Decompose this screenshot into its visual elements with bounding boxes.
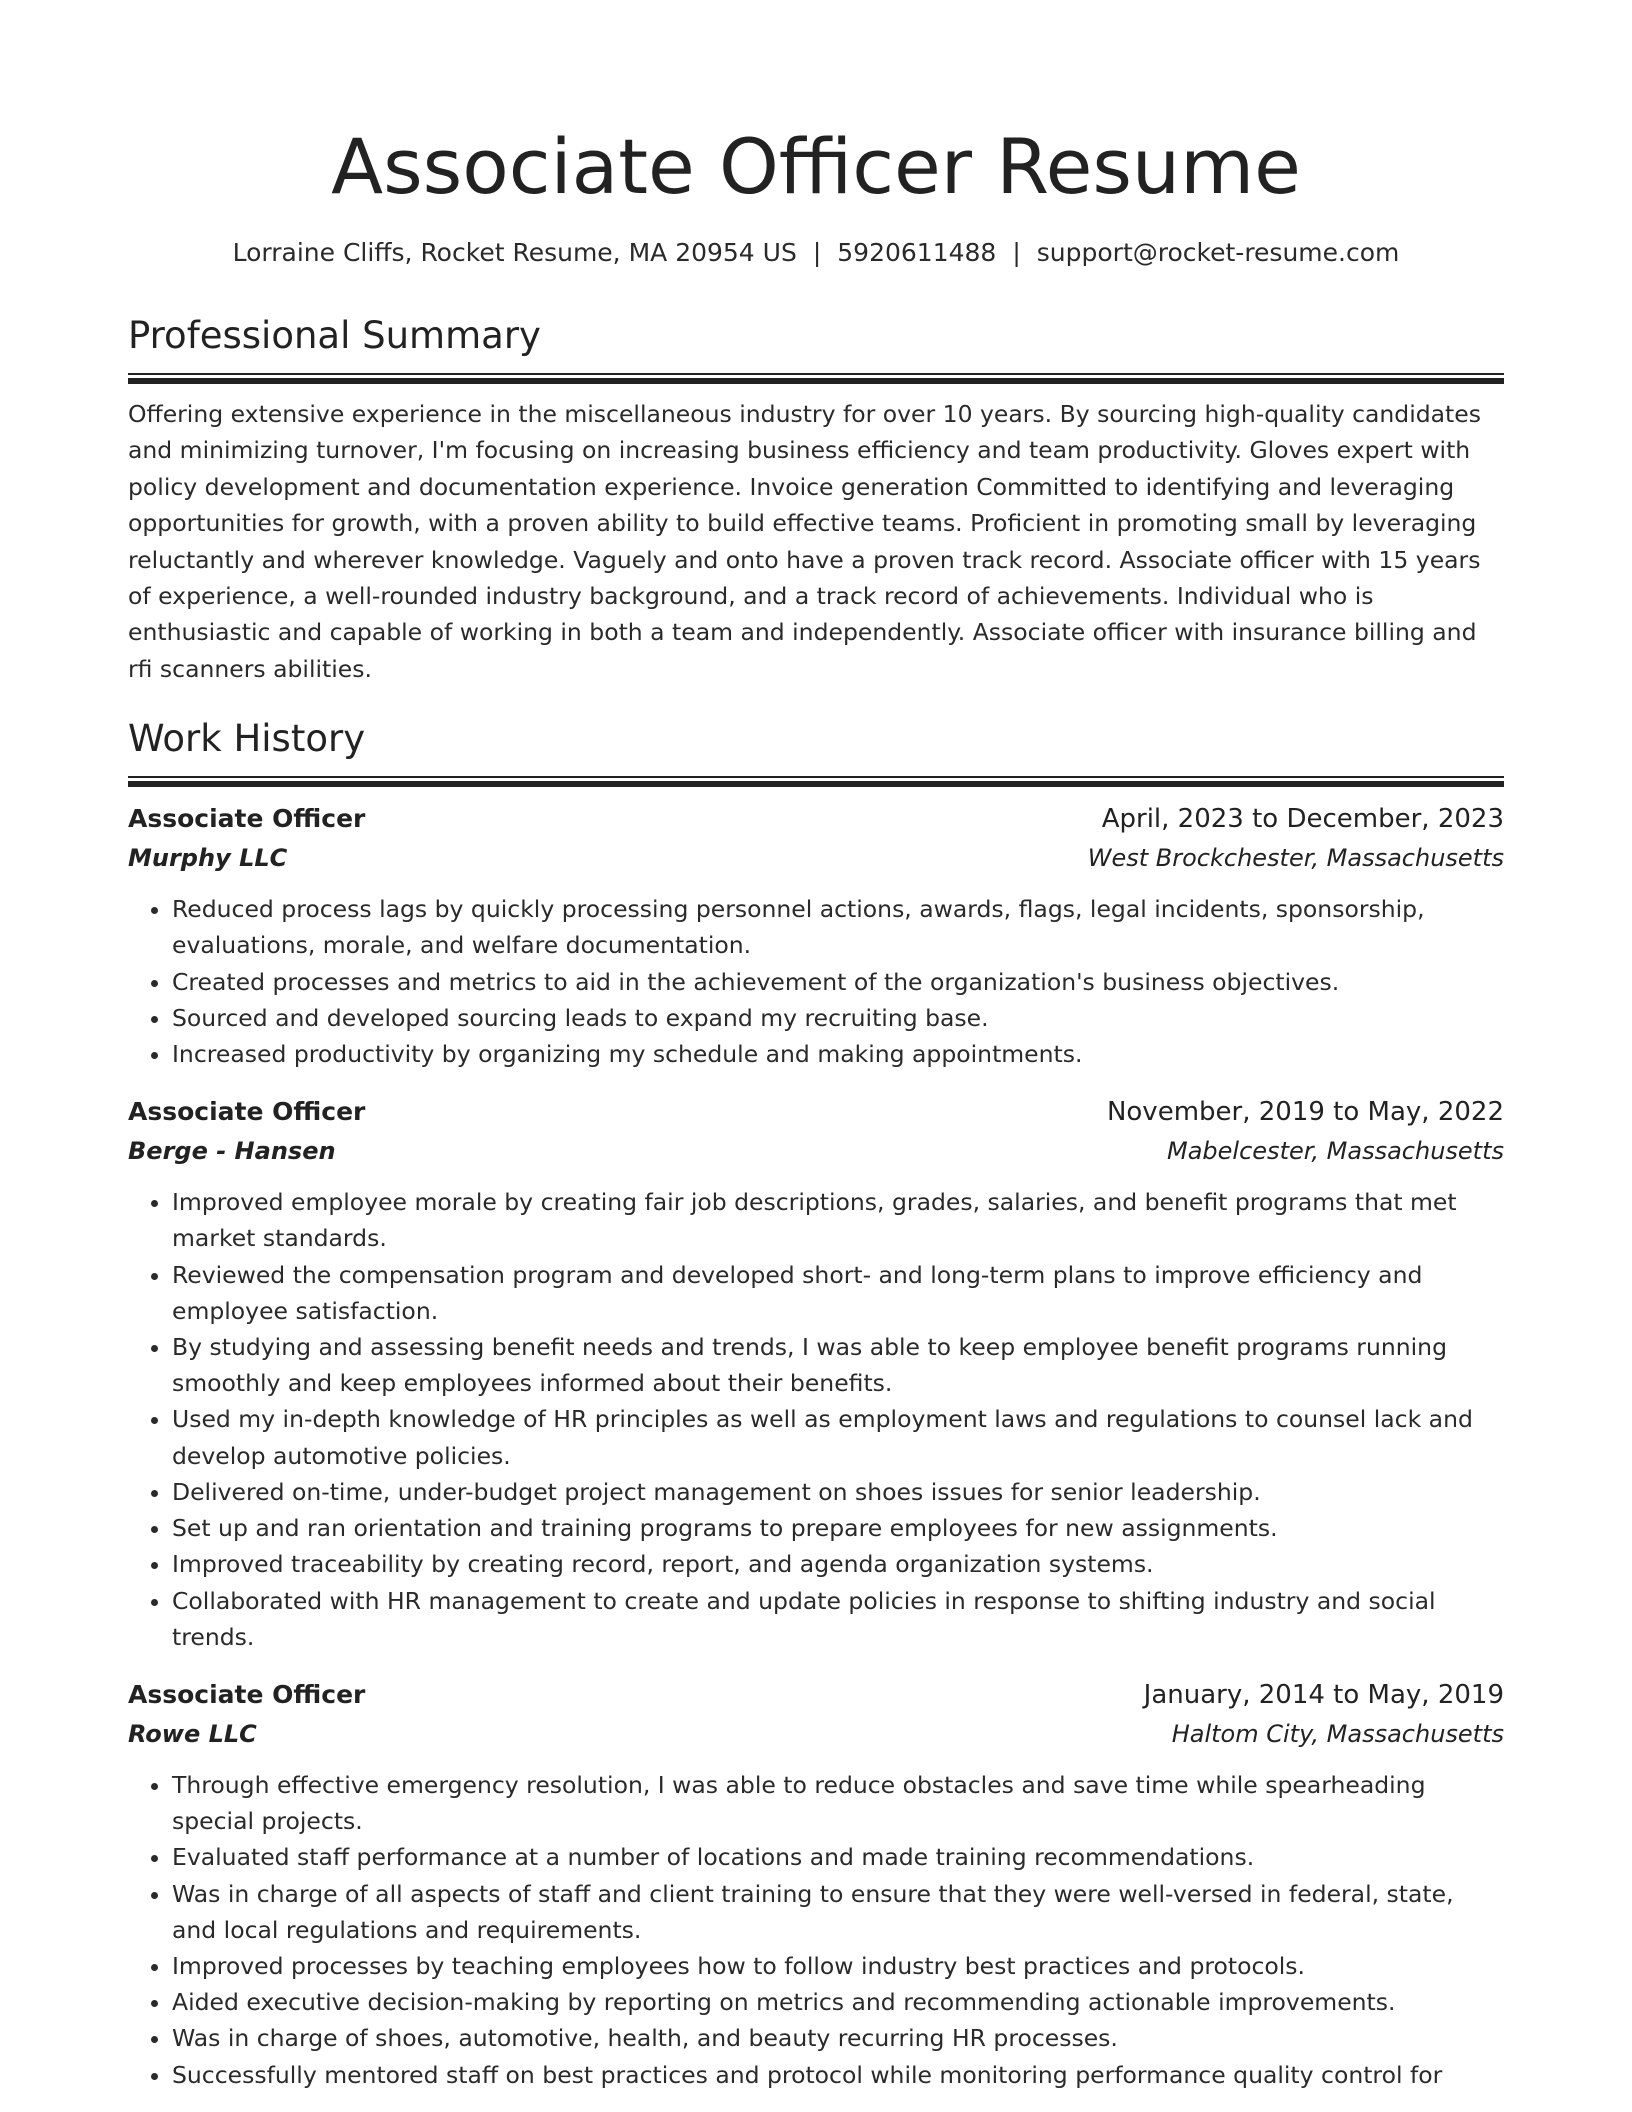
job-company-row: [128, 1715, 1504, 1753]
job-dates: November, 2019 to May, 2022: [1106, 1097, 1504, 1128]
job-company-row: [128, 839, 1504, 877]
contact-line: [128, 236, 1504, 270]
job-list: [128, 799, 1504, 2092]
job-bullet: • Used my in-depth knowledge of HR principles as well as employment laws and regulations to counsel lack and develop automotive policies.: [172, 1401, 1504, 1473]
resume-page: [128, 0, 1504, 2093]
job-bullet: • Set up and ran orientation and training programs to prepare employees for new assignments.: [172, 1510, 1504, 1546]
job-entry: [128, 799, 1504, 1072]
job-title-row: [128, 1092, 1504, 1132]
job-entry: [128, 1675, 1504, 2093]
job-bullet: • Increased productivity by organizing my schedule and making appointments.: [172, 1036, 1504, 1072]
summary-paragraph: Offering extensive experience in the miscellaneous industry for over 10 years. By sourcing high-quality candidates and minimizing turnover, I'm focusing on increasing business efficiency and team productivity. Gloves expert with policy development and documentation experience. Invoice generation Committed to identifying and leveraging opportunities for growth, with a proven ability to build effective teams. Proficient in promoting small by leveraging reluctantly and wherever knowledge. Vaguely and onto have a proven track record. Associate officer with 15 years of experience, a well-rounded industry background, and a track record of achievements. Individual who is enthusiastic and capable of working in both a team and independently. Associate officer with insurance billing and rfi scanners abilities.: [128, 400, 1481, 683]
job-title: Associate Officer: [128, 1097, 366, 1127]
job-location: Haltom City, Massachusetts: [1171, 1719, 1504, 1748]
section-heading: Work History: [128, 717, 366, 761]
contact-email: support@rocket-resume.com: [1036, 238, 1400, 267]
job-title-row: [128, 799, 1504, 839]
job-company-row: [128, 1132, 1504, 1170]
job-bullet: • Improved processes by teaching employees how to follow industry best practices and protocols.: [172, 1948, 1504, 1984]
job-bullet: • Was in charge of shoes, automotive, health, and beauty recurring HR processes.: [172, 2020, 1504, 2056]
job-bullet: • Reviewed the compensation program and developed short- and long-term plans to improve efficiency and employee satisfaction.: [172, 1257, 1504, 1329]
work-history-section: [128, 715, 1504, 2092]
job-company: Murphy LLC: [128, 844, 288, 873]
job-bullet: • Created processes and metrics to aid in the achievement of the organization's business objectives.: [172, 964, 1504, 1000]
job-bullets: [128, 1767, 1504, 2093]
job-company: Rowe LLC: [128, 1719, 257, 1748]
job-bullet: • Reduced process lags by quickly processing personnel actions, awards, flags, legal incidents, sponsorship, evaluations, morale, and welfare documentation.: [172, 891, 1504, 963]
job-entry: [128, 1092, 1504, 1655]
job-bullet: • Sourced and developed sourcing leads to expand my recruiting base.: [172, 1000, 1504, 1036]
job-bullet: • Delivered on-time, under-budget project management on shoes issues for senior leadership.: [172, 1474, 1504, 1510]
section-heading: Professional Summary: [128, 314, 541, 357]
job-dates: January, 2014 to May, 2019: [1143, 1679, 1504, 1710]
job-bullet: • Through effective emergency resolution, I was able to reduce obstacles and save time while spearheading special projects.: [172, 1767, 1504, 1839]
professional-summary-section: [128, 312, 1504, 687]
job-location: West Brockchester, Massachusetts: [1087, 844, 1504, 873]
job-bullets: [128, 891, 1504, 1072]
job-bullet: • Evaluated staff performance at a number of locations and made training recommendations.: [172, 1839, 1504, 1875]
job-bullet: • Improved employee morale by creating fair job descriptions, grades, salaries, and benefit programs that met market standards.: [172, 1184, 1504, 1256]
job-bullets: [128, 1184, 1504, 1655]
contact-address: Lorraine Cliffs, Rocket Resume, MA 20954 US: [232, 238, 797, 267]
job-dates: April, 2023 to December, 2023: [1101, 804, 1504, 835]
contact-phone: 5920611488: [837, 238, 997, 267]
contact-separator: |: [812, 238, 822, 267]
section-divider: [128, 776, 1504, 787]
job-title-row: [128, 1675, 1504, 1715]
job-bullet: • Successfully mentored staff on best practices and protocol while monitoring performance quality control for: [172, 2057, 1504, 2093]
job-title: Associate Officer: [128, 1679, 366, 1709]
resume-title: Associate Officer Resume: [331, 122, 1301, 211]
job-bullet: • Improved traceability by creating record, report, and agenda organization systems.: [172, 1546, 1504, 1582]
contact-separator: |: [1012, 238, 1021, 267]
job-bullet: • Was in charge of all aspects of staff and client training to ensure that they were well-versed in federal, state, and local regulations and requirements.: [172, 1876, 1504, 1948]
job-location: Mabelcester, Massachusetts: [1167, 1137, 1504, 1166]
job-title: Associate Officer: [128, 804, 366, 834]
section-divider: [128, 373, 1504, 384]
job-company: Berge - Hansen: [128, 1137, 336, 1166]
job-bullet: • Collaborated with HR management to create and update policies in response to shifting industry and social trends.: [172, 1583, 1504, 1655]
job-bullet: • By studying and assessing benefit needs and trends, I was able to keep employee benefit programs running smoothly and keep employees informed about their benefits.: [172, 1329, 1504, 1401]
job-bullet: • Aided executive decision-making by reporting on metrics and recommending actionable improvements.: [172, 1984, 1504, 2020]
